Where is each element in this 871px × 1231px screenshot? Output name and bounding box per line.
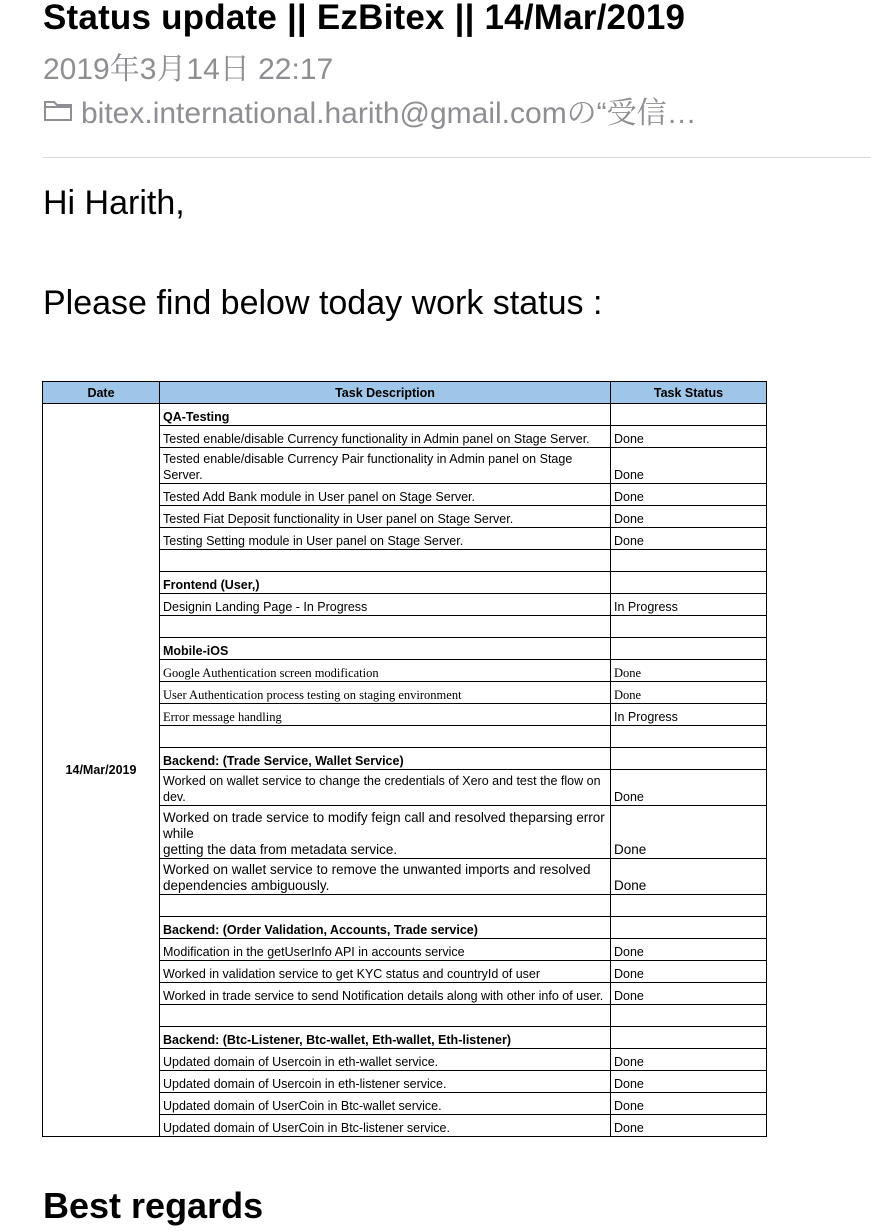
task-cell	[160, 806, 611, 859]
status-cell: Done	[611, 806, 767, 859]
status-cell: Done	[611, 961, 767, 983]
task-cell: Updated domain of UserCoin in Btc-listener service.	[160, 1115, 611, 1137]
task-cell	[160, 616, 611, 638]
task-cell: Designin Landing Page - In Progress	[160, 594, 611, 616]
email-date: 2019年3月14日 22:17	[43, 53, 334, 86]
task-cell: Worked in validation service to get KYC status and countryId of user	[160, 961, 611, 983]
section-heading: Backend: (Btc-Listener, Btc-wallet, Eth-wallet, Eth-listener)	[160, 1027, 611, 1049]
status-cell	[611, 550, 767, 572]
task-cell: Tested enable/disable Currency functionality in Admin panel on Stage Server.	[160, 426, 611, 448]
task-cell: Google Authentication screen modification	[160, 660, 611, 682]
column-header-task-description: Task Description	[160, 382, 611, 404]
task-text-continued: getting the data from metadata service.	[163, 842, 398, 857]
section-heading: Backend: (Trade Service, Wallet Service)	[160, 748, 611, 770]
status-cell: Done	[611, 939, 767, 961]
task-cell: User Authentication process testing on staging environment	[160, 682, 611, 704]
task-cell	[160, 1005, 611, 1027]
task-cell	[160, 550, 611, 572]
status-cell: Done	[611, 770, 767, 806]
column-header-date: Date	[43, 382, 160, 404]
status-cell: In Progress	[611, 594, 767, 616]
status-cell: Done	[611, 528, 767, 550]
status-cell: Done	[611, 859, 767, 895]
status-cell: Done	[611, 1049, 767, 1071]
folder-icon	[43, 98, 73, 122]
status-cell: Done	[611, 983, 767, 1005]
status-cell	[611, 917, 767, 939]
status-cell: Done	[611, 1115, 767, 1137]
status-cell	[611, 404, 767, 426]
task-cell: Updated domain of UserCoin in Btc-wallet service.	[160, 1093, 611, 1115]
status-cell: Done	[611, 1071, 767, 1093]
section-heading: Backend: (Order Validation, Accounts, Trade service)	[160, 917, 611, 939]
status-cell: Done	[611, 448, 767, 484]
header-divider	[43, 157, 871, 158]
status-cell	[611, 1005, 767, 1027]
date-cell: 14/Mar/2019	[43, 404, 160, 1137]
status-cell	[611, 638, 767, 660]
status-cell: Done	[611, 426, 767, 448]
status-cell: Done	[611, 484, 767, 506]
column-header-task-status: Task Status	[611, 382, 767, 404]
task-cell: Worked on wallet service to change the credentials of Xero and test the flow on dev.	[160, 770, 611, 806]
email-subject: Status update || EzBitex || 14/Mar/2019	[43, 0, 686, 37]
status-cell: Done	[611, 506, 767, 528]
status-cell	[611, 748, 767, 770]
task-cell: Modification in the getUserInfo API in accounts service	[160, 939, 611, 961]
task-cell: Updated domain of Usercoin in eth-listener service.	[160, 1071, 611, 1093]
section-heading: Mobile-iOS	[160, 638, 611, 660]
task-cell: Tested Add Bank module in User panel on Stage Server.	[160, 484, 611, 506]
table-row	[43, 404, 767, 426]
status-cell	[611, 726, 767, 748]
task-cell	[160, 895, 611, 917]
greeting-text: Hi Harith,	[43, 184, 185, 222]
task-cell: Updated domain of Usercoin in eth-wallet service.	[160, 1049, 611, 1071]
status-cell	[611, 1027, 767, 1049]
status-cell: Done	[611, 660, 767, 682]
status-cell	[611, 895, 767, 917]
task-cell: Testing Setting module in User panel on Stage Server.	[160, 528, 611, 550]
work-status-table	[42, 381, 767, 1137]
status-cell: Done	[611, 1093, 767, 1115]
task-cell	[160, 726, 611, 748]
status-cell	[611, 616, 767, 638]
mailbox-location[interactable]	[43, 88, 697, 132]
mailbox-path: bitex.international.harith@gmail.comの“受信…	[81, 97, 697, 130]
task-text: Worked on trade service to modify feign call and resolved theparsing error while	[163, 810, 605, 841]
status-cell	[611, 572, 767, 594]
task-cell: Error message handling	[160, 704, 611, 726]
intro-text: Please find below today work status :	[43, 284, 603, 322]
status-cell: Done	[611, 682, 767, 704]
task-cell: Worked on wallet service to remove the unwanted imports and resolved dependencies ambiguously.	[160, 859, 611, 895]
status-cell: In Progress	[611, 704, 767, 726]
task-cell: Tested Fiat Deposit functionality in User panel on Stage Server.	[160, 506, 611, 528]
task-cell: Worked in trade service to send Notification details along with other info of user.	[160, 983, 611, 1005]
signoff-text: Best regards	[43, 1185, 264, 1226]
task-cell: Tested enable/disable Currency Pair functionality in Admin panel on Stage Server.	[160, 448, 611, 484]
section-heading: QA-Testing	[160, 404, 611, 426]
section-heading: Frontend (User,)	[160, 572, 611, 594]
